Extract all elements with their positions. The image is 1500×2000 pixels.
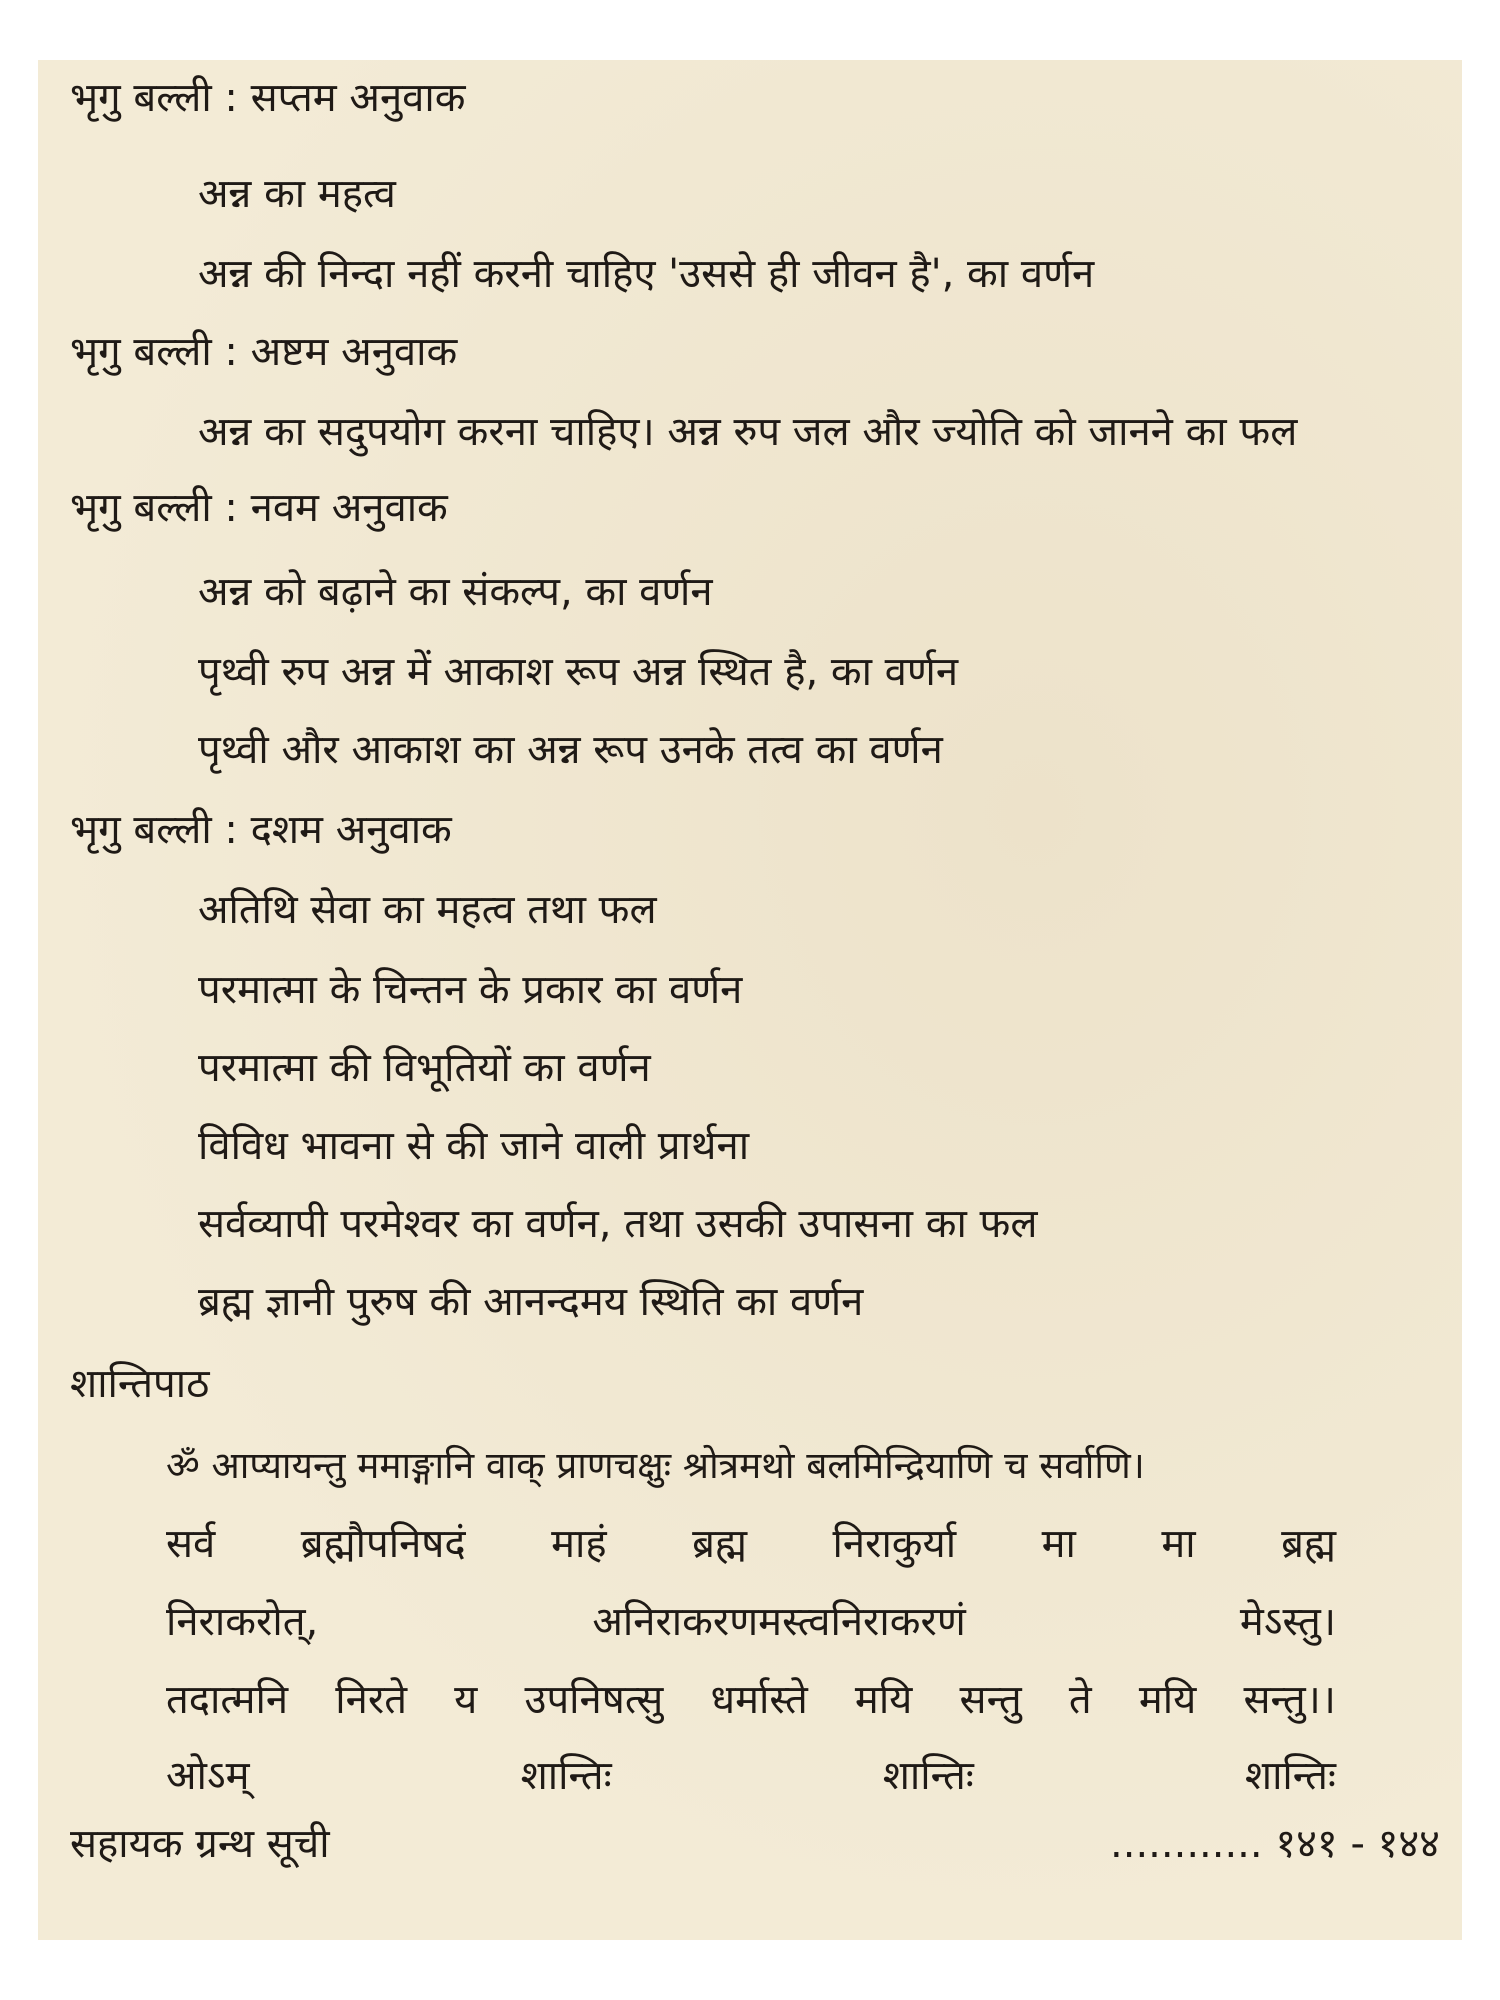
mantra-line: ॐ आप्यायन्तु ममाङ्गानि वाक् प्राणचक्षुः श्रोत्रमथो बलमिन्द्रियाणि च सर्वाणि।	[166, 1444, 1145, 1487]
mantra-word: शान्तिः	[520, 1753, 612, 1799]
mantra-word: य	[454, 1677, 478, 1723]
section-heading: भृगु बल्ली : अष्टम अनुवाक	[70, 329, 458, 375]
mantra-word: शान्तिः	[882, 1753, 974, 1799]
contents-item: परमात्मा की विभूतियों का वर्णन	[198, 1045, 651, 1091]
contents-item: अतिथि सेवा का महत्व तथा फल	[198, 887, 657, 933]
contents-item: पृथ्वी रुप अन्न में आकाश रूप अन्न स्थित है, का वर्णन	[198, 649, 959, 695]
mantra-word: ब्रह्मौपनिषदं	[300, 1521, 466, 1567]
contents-item: पृथ्वी और आकाश का अन्न रूप उनके तत्व का वर्णन	[198, 727, 943, 773]
mantra-word: मा	[1041, 1521, 1076, 1567]
mantra-word: उपनिषत्सु	[524, 1677, 664, 1723]
mantra-line	[166, 1598, 1336, 1646]
shantipath-heading: शान्तिपाठ	[70, 1361, 210, 1407]
document-page	[38, 60, 1462, 1940]
contents-item: अन्न को बढ़ाने का संकल्प, का वर्णन	[198, 569, 713, 615]
mantra-word: ब्रह्म	[1281, 1521, 1336, 1567]
bibliography-entry	[70, 1820, 1440, 1868]
section-heading: भृगु बल्ली : दशम अनुवाक	[70, 807, 452, 853]
contents-item: ब्रह्म ज्ञानी पुरुष की आनन्दमय स्थिति का वर्णन	[198, 1279, 864, 1325]
page-range: ............ १४१ - १४४	[1110, 1821, 1440, 1867]
contents-item: परमात्मा के चिन्तन के प्रकार का वर्णन	[198, 967, 743, 1013]
mantra-word: माहं	[551, 1521, 607, 1567]
section-heading: भृगु बल्ली : सप्तम अनुवाक	[70, 75, 466, 121]
mantra-word: मयि	[1138, 1677, 1197, 1723]
mantra-word: ब्रह्म	[692, 1521, 748, 1567]
bibliography-label: सहायक ग्रन्थ सूची	[70, 1821, 330, 1867]
mantra-word: ओऽम्	[166, 1753, 250, 1799]
mantra-word: अनिराकरणमस्त्वनिराकरणं	[592, 1599, 966, 1645]
mantra-word: मयि	[854, 1677, 913, 1723]
mantra-word: निराकुर्या	[832, 1521, 957, 1567]
mantra-word: सन्तु	[959, 1677, 1022, 1723]
mantra-word: मेऽस्तु।	[1239, 1599, 1336, 1645]
mantra-line	[166, 1676, 1336, 1724]
mantra-word: धर्मास्ते	[710, 1677, 808, 1723]
mantra-word: सन्तु।।	[1243, 1677, 1336, 1723]
mantra-word: मा	[1161, 1521, 1196, 1567]
mantra-word: सर्व	[166, 1521, 216, 1567]
section-heading: भृगु बल्ली : नवम अनुवाक	[70, 485, 448, 531]
contents-item: अन्न का सदुपयोग करना चाहिए। अन्न रुप जल और ज्योति को जानने का फल	[198, 409, 1298, 455]
mantra-word: निराकरोत्,	[166, 1599, 319, 1645]
contents-item: विविध भावना से की जाने वाली प्रार्थना	[198, 1123, 750, 1169]
contents-item: अन्न की निन्दा नहीं करनी चाहिए 'उससे ही जीवन है', का वर्णन	[198, 251, 1095, 297]
contents-item: सर्वव्यापी परमेश्वर का वर्णन, तथा उसकी उपासना का फल	[198, 1201, 1038, 1247]
contents-item: अन्न का महत्व	[198, 171, 396, 217]
mantra-word: तदात्मनि	[166, 1677, 289, 1723]
mantra-word: निरते	[335, 1677, 408, 1723]
mantra-line	[166, 1520, 1336, 1568]
mantra-word: शान्तिः	[1244, 1753, 1336, 1799]
mantra-line	[166, 1752, 1336, 1800]
mantra-word: ते	[1068, 1677, 1092, 1723]
